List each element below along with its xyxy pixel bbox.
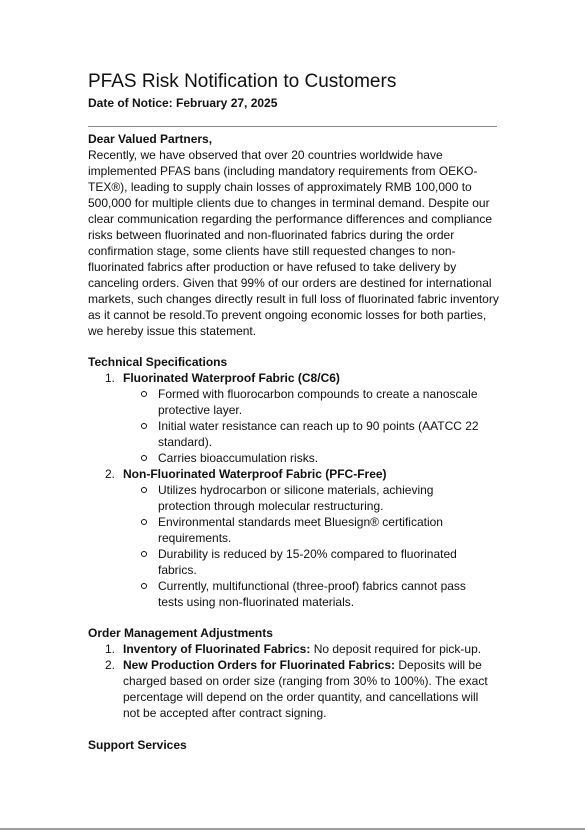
title-divider: [88, 126, 497, 127]
bullet-text: Durability is reduced by 15-20% compared to fluorinated fabrics.: [158, 547, 457, 577]
tech-item-fluorinated: [88, 370, 497, 466]
order-item-new-production: [88, 657, 497, 721]
list-item: [123, 386, 488, 418]
bullet-text: Utilizes hydrocarbon or silicone materials, achieving protection through molecular restructuring.: [158, 483, 434, 513]
intro-paragraph: Recently, we have observed that over 20 countries worldwide have implemented PFAS bans (including mandatory requirements from OEKO-TEX®), leading to supply chain losses of approximately RMB 100,000 to 500,000 for multiple clients due to changes in terminal demand. Despite our clear communication regarding the performance differences and compliance risks between fluorinated and non-fluorinated fabrics during the order confirmation stage, some clients have still requested changes to non-fluorinated fabrics after production or have refused to take delivery by canceling orders. Given that 99% of our orders are destined for international markets, such changes directly result in full loss of fluorinated fabric inventory as it cannot be resold.To prevent ongoing economic losses for both parties, we hereby issue this statement.: [88, 148, 499, 338]
bullet-text: Formed with fluorocarbon compounds to create a nanoscale protective layer.: [158, 387, 478, 417]
list-item: [123, 450, 488, 466]
greeting: Dear Valued Partners,: [88, 132, 213, 146]
circle-bullet-icon: [141, 551, 147, 557]
circle-bullet-icon: [141, 423, 147, 429]
support-services-heading: Support Services: [88, 738, 187, 752]
item-number: 2.: [105, 467, 116, 481]
item-title: Inventory of Fluorinated Fabrics:: [123, 642, 311, 656]
tech-specs-heading: Technical Specifications: [88, 355, 228, 369]
item-title: New Production Orders for Fluorinated Fabrics:: [123, 658, 396, 672]
item-title: Non-Fluorinated Waterproof Fabric (PFC-Free): [123, 467, 387, 481]
circle-bullet-icon: [141, 583, 147, 589]
list-item: [123, 546, 488, 578]
tech-item-non-fluorinated: [88, 466, 497, 610]
list-item: [123, 482, 488, 514]
order-item-inventory: [88, 641, 497, 657]
item-number: 1.: [105, 371, 116, 385]
fluorinated-bullets: [88, 386, 497, 466]
bullet-text: Carries bioaccumulation risks.: [158, 451, 319, 465]
document-title: PFAS Risk Notification to Customers: [88, 71, 397, 92]
bullet-text: Currently, multifunctional (three-proof) fabrics cannot pass tests using non-fluorinated materials.: [158, 579, 466, 609]
non-fluorinated-bullets: [88, 482, 497, 610]
tech-specs-list: [88, 370, 497, 610]
order-management-list: [88, 641, 497, 721]
bullet-text: Initial water resistance can reach up to 90 points (AATCC 22 standard).: [158, 419, 479, 449]
item-title: Fluorinated Waterproof Fabric (C8/C6): [123, 371, 340, 385]
circle-bullet-icon: [141, 519, 147, 525]
list-item: [123, 514, 488, 546]
circle-bullet-icon: [141, 487, 147, 493]
item-text: Deposits will be charged based on order size (ranging from 30% to 100%). The exact percentage will depend on the order quantity, and cancellations will not be accepted after contract signing.: [123, 658, 488, 720]
circle-bullet-icon: [141, 391, 147, 397]
circle-bullet-icon: [141, 455, 147, 461]
item-number: 2.: [105, 658, 116, 672]
order-management-heading: Order Management Adjustments: [88, 626, 273, 640]
item-number: 1.: [105, 642, 116, 656]
item-text: No deposit required for pick-up.: [310, 642, 482, 656]
notice-date: Date of Notice: February 27, 2025: [88, 96, 278, 110]
list-item: [123, 578, 488, 610]
list-item: [123, 418, 488, 450]
bullet-text: Environmental standards meet Bluesign® certification requirements.: [158, 515, 443, 545]
